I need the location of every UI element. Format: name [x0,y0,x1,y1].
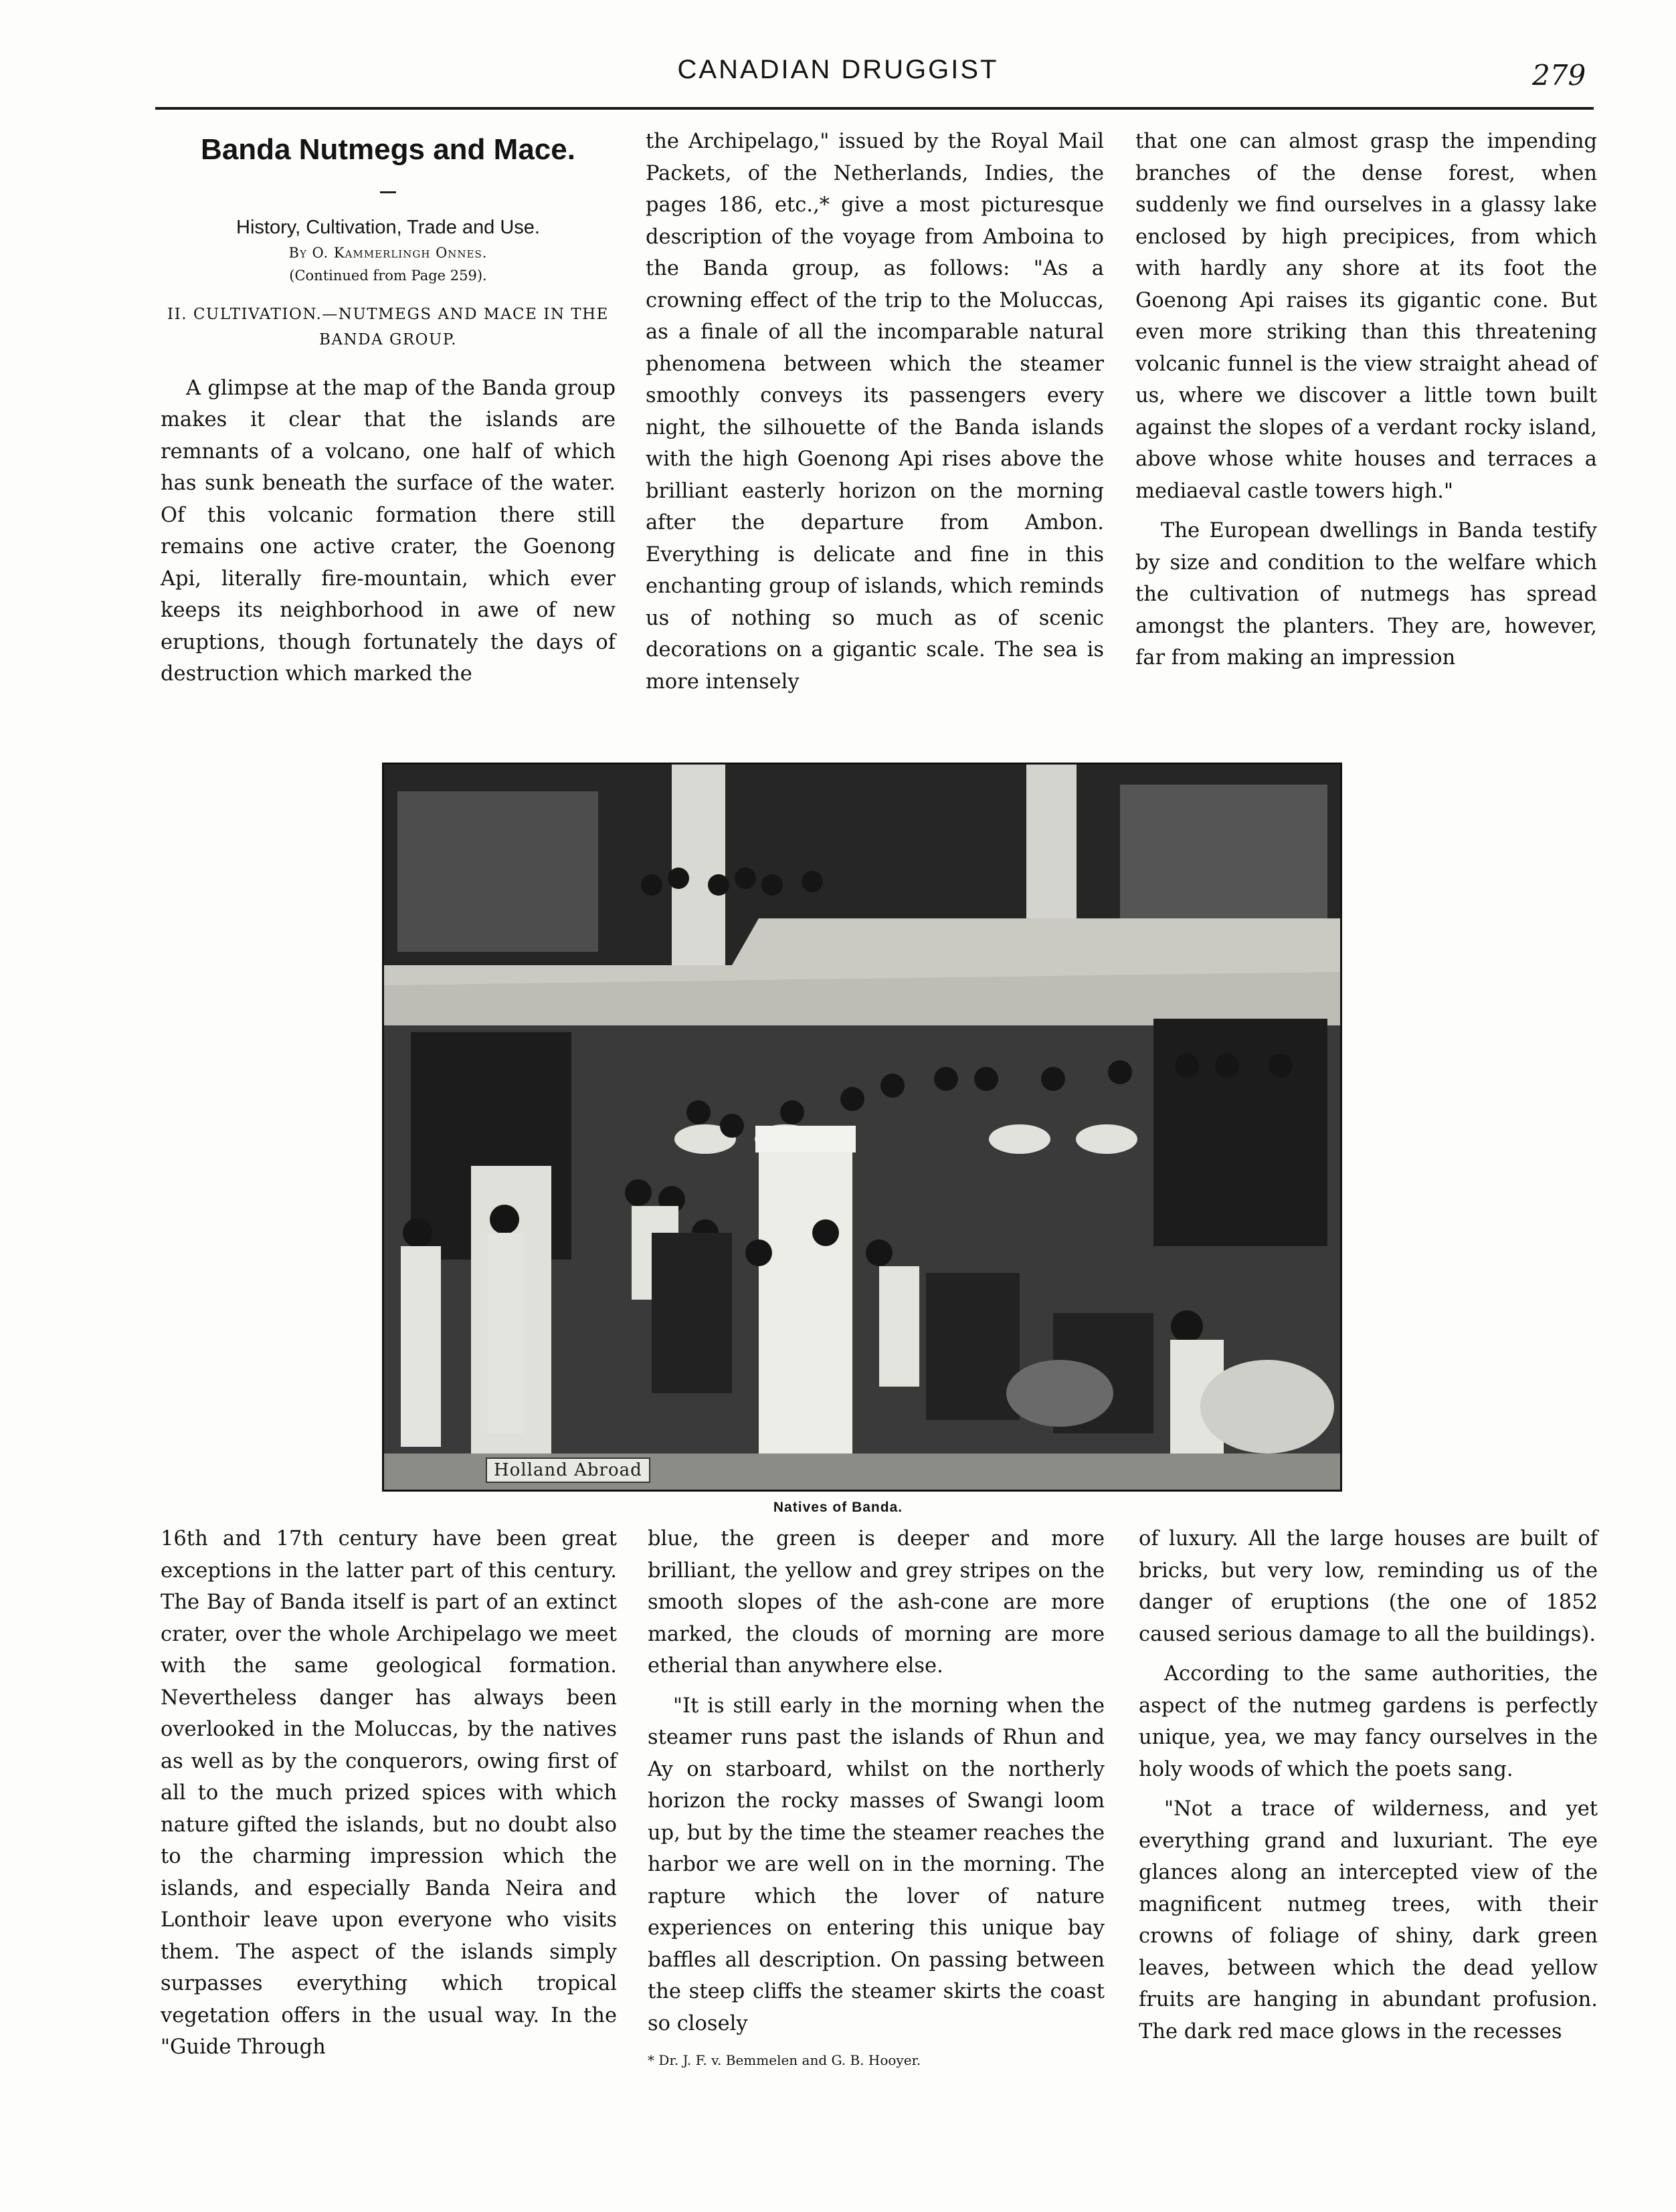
paragraph: "It is still early in the morning when the steamer runs past the islands of Rhun and Ay on starboard, whilst on the northerly horizon the rocky masses of Swangi loom up, but by the time the steamer reaches the harbor we are well on in the morning. The rapture which the lover of nature experiences on entering this unique bay baffles all description. On passing between the steep cliffs the steamer skirts the coast so closely [648,1694,1105,2035]
bottom-column-3 [1139,1523,1598,2047]
paragraph: According to the same authorities, the aspect of the nutmeg gardens is perfectly unique, yea, we may fancy ourselves in the holy woods of which the poets sang. [1139,1662,1598,1781]
paragraph: 16th and 17th century have been great exceptions in the latter part of this century. The Bay of Banda itself is part of an extinct crater, over the whole Archipelago we meet with the same geological formation. Nevertheless danger has always been overlooked in the Moluccas, by the natives as well as by the conquerors, owing first of all to the much prized spices with which nature gifted the islands, but no doubt also to the charming impression which the islands, and especially Banda Neira and Lonthoir leave upon everyone who visits them. The aspect of the islands simply surpasses everything which tropical vegetation offers in the usual way. In the "Guide Through [161,1527,617,2059]
paragraph: blue, the green is deeper and more brilliant, the yellow and grey stripes on the smooth slopes of the ash-cone are more marked, the clouds of morning are more etherial than anywhere else. [648,1527,1105,1678]
bottom-column-1 [161,1523,617,2064]
article-title: Banda Nutmegs and Mace. [201,133,575,166]
continued-note: (Continued from Page 259). [289,267,487,284]
paragraph: of luxury. All the large houses are built of bricks, but very low, reminding us of the danger of eruptions (the one of 1852 caused serious damage to all the buildings). [1139,1527,1598,1646]
footnote: * Dr. J. F. v. Bemmelen and G. B. Hooyer. [648,2052,921,2068]
paragraph: The European dwellings in Banda testify by size and condition to the welfare which the cultivation of nutmegs has spread amongst the planters. They are, however, far from making an impression [1135,519,1597,670]
top-column-2 [646,126,1104,698]
top-column-1 [161,120,616,690]
page-number: 279 [1532,59,1586,92]
paragraph: A glimpse at the map of the Banda group makes it clear that the islands are remnants of a volcano, one half of which has sunk beneath the surface of the water. Of this volcanic formation there still remains one active crater, the Goenong Api, literally fire-mountain, which ever keeps its neighborhood in awe of new eruptions, though fortunately the days of destruction which marked the [161,376,616,686]
section-heading: II. CULTIVATION.—NUTMEGS AND MACE IN THE BANDA GROUP. [167,305,609,348]
header-rule [155,107,1594,110]
paragraph: "Not a trace of wilderness, and yet everything grand and luxuriant. The eye glances along an intercepted view of the magnificent nutmeg trees, with their crowns of foliage of shiny, dark green leaves, between which the dead yellow fruits are hanging in abundant profusion. The dark red mace glows in the recesses [1139,1797,1598,2043]
photograph-natives-of-banda [382,763,1342,1492]
running-header: CANADIAN DRUGGIST [677,55,999,84]
article-byline: By O. Kammerlingh Onnes. [288,244,488,261]
paragraph: that one can almost grasp the impending branches of the dense forest, when suddenly we find ourselves in a glassy lake enclosed by high precipices, from which with hardly any shore at its foot the Goenong Api raises its gigantic cone. But even more striking than this threatening volcanic funnel is the view straight ahead of us, where we discover a little town built against the slopes of a verdant rocky island, above whose white houses and terraces a mediaeval castle towers high." [1135,130,1597,503]
figure-caption: Natives of Banda. [773,1500,903,1515]
bottom-column-2 [648,1523,1105,2070]
top-column-3 [1135,126,1597,674]
photo-watermark: Holland Abroad [486,1457,650,1483]
paragraph: the Archipelago," issued by the Royal Mail Packets, of the Netherlands, Indies, the pages 186, etc.,* give a most picturesque description of the voyage from Amboina to the Banda group, as follows: "As a crowning effect of the trip to the Moluccas, as a finale of all the incomparable natural phenomena between which the steamer smoothly conveys its passengers every night, the silhouette of the Banda islands with the high Goenong Api rises above the brilliant easterly horizon on the morning after the departure from Ambon. Everything is delicate and fine in this enchanting group of islands, which reminds us of nothing so much as of scenic decorations on a gigantic scale. The sea is more intensely [646,130,1104,694]
title-dash [380,191,396,193]
article-subtitle: History, Cultivation, Trade and Use. [236,216,540,238]
photo-illustration [384,765,1340,1490]
